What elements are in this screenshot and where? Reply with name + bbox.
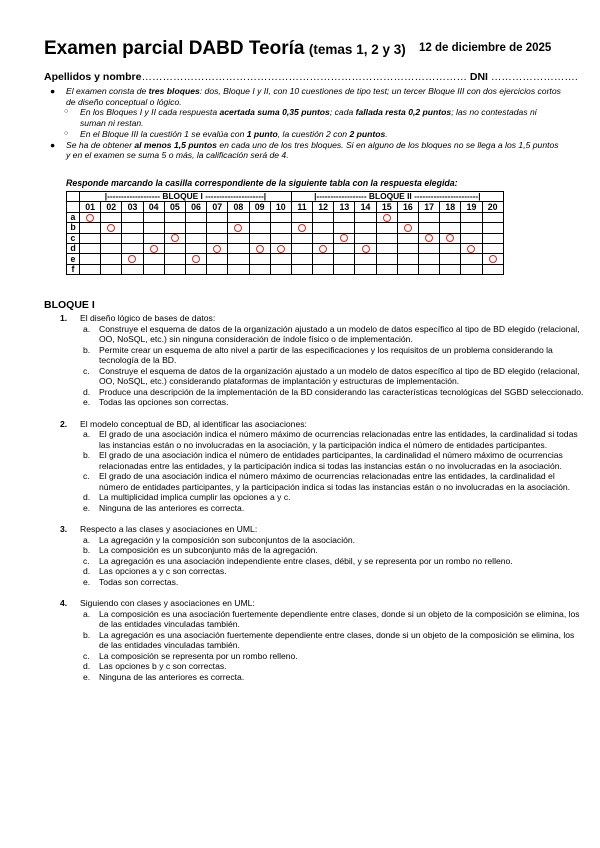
- answer-cell[interactable]: [101, 243, 122, 253]
- answer-cell[interactable]: [376, 212, 397, 222]
- option-text: La composición se representa por un rombo relleno.: [99, 650, 298, 661]
- answer-cell[interactable]: [376, 264, 397, 274]
- column-header: 05: [164, 202, 185, 212]
- answer-cell[interactable]: [101, 233, 122, 243]
- answer-mark-icon: [489, 255, 497, 263]
- answer-row: [67, 264, 504, 274]
- option-text: La agregación es una asociación fuertemente dependiente entre clases, donde si un objeto de la composición se elimina, los de las entidades vinculadas también.: [99, 629, 575, 650]
- answer-cell[interactable]: [80, 254, 101, 264]
- option-letter: e.: [83, 576, 91, 587]
- option-letter: b.: [83, 344, 91, 355]
- dni-field[interactable]: …………………….: [490, 71, 578, 83]
- answer-cell[interactable]: [397, 233, 418, 243]
- answer-cell[interactable]: [270, 264, 291, 274]
- answer-cell[interactable]: [207, 264, 228, 274]
- answer-cell[interactable]: [228, 212, 249, 222]
- column-header: 09: [249, 202, 270, 212]
- answer-cell[interactable]: [461, 254, 482, 264]
- answer-cell[interactable]: [419, 223, 440, 233]
- question-text: El modelo conceptual de BD, al identificar las asociaciones:: [80, 418, 307, 429]
- answer-cell[interactable]: [440, 264, 461, 274]
- answer-cell[interactable]: [164, 264, 185, 274]
- row-label: c: [67, 233, 80, 243]
- question: [44, 524, 584, 587]
- answer-cell[interactable]: [355, 233, 376, 243]
- answer-cell[interactable]: [228, 254, 249, 264]
- answer-cell[interactable]: [313, 254, 334, 264]
- answer-mark-icon: [340, 234, 348, 242]
- column-header: 17: [419, 202, 440, 212]
- answer-cell[interactable]: [164, 223, 185, 233]
- answer-mark-icon: [213, 245, 221, 253]
- answer-cell[interactable]: [419, 264, 440, 274]
- answer-cell[interactable]: [313, 264, 334, 274]
- answer-cell[interactable]: [80, 212, 101, 222]
- row-label: e: [67, 254, 80, 264]
- answer-cell[interactable]: [334, 223, 355, 233]
- answer-cell[interactable]: [334, 233, 355, 243]
- answer-cell[interactable]: [101, 212, 122, 222]
- answer-cell[interactable]: [228, 223, 249, 233]
- column-header: 20: [482, 202, 503, 212]
- answer-cell[interactable]: [355, 264, 376, 274]
- column-header: 14: [355, 202, 376, 212]
- answer-mark-icon: [171, 234, 179, 242]
- answer-cell[interactable]: [228, 233, 249, 243]
- answer-option: [80, 450, 584, 471]
- answer-mark-icon: [446, 234, 454, 242]
- answer-cell[interactable]: [185, 264, 206, 274]
- option-letter: d.: [83, 566, 91, 576]
- answer-cell[interactable]: [164, 254, 185, 264]
- answer-option: [80, 366, 584, 387]
- option-text: La composición es una asociación fuertemente dependiente entre clases, donde si un objeto de la composición se elimina, los de las entidades vinculadas también.: [99, 608, 580, 629]
- answer-cell[interactable]: [482, 264, 503, 274]
- answer-cell[interactable]: [482, 212, 503, 222]
- answer-mark-icon: [128, 255, 136, 263]
- option-letter: b.: [83, 629, 91, 640]
- answer-cell[interactable]: [122, 233, 143, 243]
- answer-option: [80, 492, 584, 503]
- answer-cell[interactable]: [334, 243, 355, 253]
- answer-cell[interactable]: [249, 223, 270, 233]
- answer-cell[interactable]: [461, 243, 482, 253]
- option-letter: d.: [83, 492, 91, 502]
- answer-cell[interactable]: [376, 254, 397, 264]
- column-header: 16: [397, 202, 418, 212]
- bullet-icon: ●: [50, 86, 56, 96]
- answer-cell[interactable]: [419, 233, 440, 243]
- answer-option: [80, 556, 584, 567]
- column-header: 07: [207, 202, 228, 212]
- answer-mark-icon: [86, 214, 94, 222]
- option-text: La agregación y la composición son subconjuntos de la asociación.: [99, 534, 356, 545]
- question: [44, 313, 584, 408]
- circle-bullet-icon: ○: [64, 129, 69, 137]
- answer-cell[interactable]: [270, 233, 291, 243]
- option-letter: c.: [83, 471, 90, 481]
- bloque-title: BLOQUE I: [44, 299, 95, 311]
- question-number: 1.: [60, 313, 68, 323]
- answer-cell[interactable]: [185, 233, 206, 243]
- answer-row: [67, 233, 504, 243]
- answer-mark-icon: [425, 234, 433, 242]
- rule-item: ○ En los Bloques I y II cada respuesta acertada suma 0,35 puntos; cada fallada resta 0,2 puntos; las no contestadas ni suman ni restan.: [64, 107, 537, 129]
- answer-cell[interactable]: [291, 254, 312, 264]
- answer-cell[interactable]: [419, 254, 440, 264]
- answer-cell[interactable]: [101, 264, 122, 274]
- answer-mark-icon: [150, 245, 158, 253]
- column-header: 03: [122, 202, 143, 212]
- answer-cell[interactable]: [355, 243, 376, 253]
- answer-cell[interactable]: [207, 223, 228, 233]
- option-letter: a.: [83, 429, 91, 439]
- option-letter: c.: [83, 365, 90, 376]
- answer-cell[interactable]: [440, 243, 461, 253]
- answer-cell[interactable]: [397, 264, 418, 274]
- answer-cell[interactable]: [419, 243, 440, 253]
- bloque-1-label: |------------------- BLOQUE I ---------------------|: [80, 192, 292, 202]
- answer-cell[interactable]: [249, 233, 270, 243]
- answer-cell[interactable]: [143, 233, 164, 243]
- answer-cell[interactable]: [482, 243, 503, 253]
- answer-cell[interactable]: [313, 223, 334, 233]
- answer-option: [80, 324, 584, 345]
- option-text: La agregación es una asociación independiente entre clases, débil, y se representa por un rombo no relleno.: [99, 555, 513, 566]
- answer-option: [80, 535, 584, 546]
- answer-cell[interactable]: [291, 243, 312, 253]
- column-header: 15: [376, 202, 397, 212]
- answer-cell[interactable]: [397, 212, 418, 222]
- answer-option: [80, 387, 584, 398]
- answer-cell[interactable]: [207, 243, 228, 253]
- option-text: La multiplicidad implica cumplir las opciones a y c.: [99, 492, 291, 502]
- answer-cell[interactable]: [122, 254, 143, 264]
- option-text: Construye el esquema de datos de la organización ajustado a un modelo de datos específico al tipo de BD elegido (relacional, OO, NoSQL, etc.) sin ninguna consideración de índole físico o de implementación.: [99, 323, 580, 344]
- row-label: b: [67, 223, 80, 233]
- answer-cell[interactable]: [207, 233, 228, 243]
- answer-cell[interactable]: [334, 264, 355, 274]
- column-header: 19: [461, 202, 482, 212]
- answer-cell[interactable]: [80, 264, 101, 274]
- question-number: 4.: [60, 598, 68, 608]
- question-text: Siguiendo con clases y asociaciones en UML:: [80, 598, 255, 608]
- answer-option: [80, 503, 584, 514]
- answer-cell[interactable]: [185, 212, 206, 222]
- option-text: Las opciones a y c son correctas.: [99, 566, 227, 576]
- answer-option: [80, 345, 584, 366]
- option-text: El grado de una asociación indica el número máximo de ocurrencias relacionadas entre las entidades, la cardinalidad si todas las instancias están o no involucradas en la asociación, y la participación indica el número de entidades participantes.: [99, 429, 578, 450]
- answer-cell[interactable]: [122, 264, 143, 274]
- answer-cell[interactable]: [207, 212, 228, 222]
- exam-date: 12 de diciembre de 2025: [419, 42, 552, 54]
- option-letter: c.: [83, 650, 90, 661]
- answer-mark-icon: [277, 245, 285, 253]
- answer-cell[interactable]: [270, 254, 291, 264]
- answer-cell[interactable]: [122, 243, 143, 253]
- column-header: 08: [228, 202, 249, 212]
- answer-cell[interactable]: [164, 212, 185, 222]
- question-text: El diseño lógico de bases de datos:: [80, 313, 216, 323]
- answer-mark-icon: [298, 224, 306, 232]
- answer-option: [80, 661, 584, 672]
- answer-mark-icon: [404, 224, 412, 232]
- answer-table-header: [67, 202, 504, 212]
- bloque-2-label: |------------------ BLOQUE II -----------------------|: [291, 192, 503, 202]
- answer-cell[interactable]: [440, 254, 461, 264]
- answer-cell[interactable]: [419, 212, 440, 222]
- answer-cell[interactable]: [397, 243, 418, 253]
- answer-cell[interactable]: [101, 223, 122, 233]
- answer-option: [80, 651, 584, 662]
- answer-mark-icon: [192, 255, 200, 263]
- rule-item: ● Se ha de obtener al menos 1,5 puntos en cada uno de los tres bloques. Si en alguno de los bloques no se llega a los 1,5 puntos y en el examen se suma 5 o más, la calificación será de 4.: [50, 139, 559, 161]
- answer-cell[interactable]: [291, 233, 312, 243]
- question-number: 3.: [60, 524, 68, 534]
- column-header: 10: [270, 202, 291, 212]
- exam-subtitle: (temas 1, 2 y 3): [308, 42, 406, 57]
- answer-option: [80, 545, 584, 556]
- answer-option: [80, 672, 584, 683]
- answer-mark-icon: [256, 245, 264, 253]
- column-header: 04: [143, 202, 164, 212]
- option-text: El grado de una asociación indica el número de entidades participantes, la cardinalidad el número máximo de ocurrencias relacionadas entre las entidades, y la participación indica si todas las instancias están o no involucradas en la asociación.: [99, 450, 563, 471]
- answer-cell[interactable]: [355, 223, 376, 233]
- answer-cell[interactable]: [291, 223, 312, 233]
- answer-cell[interactable]: [270, 223, 291, 233]
- answer-cell[interactable]: [461, 264, 482, 274]
- answer-cell[interactable]: [185, 223, 206, 233]
- answer-cell[interactable]: [249, 254, 270, 264]
- column-header: 06: [185, 202, 206, 212]
- column-header: 13: [334, 202, 355, 212]
- question-text: Respecto a las clases y asociaciones en UML:: [80, 524, 258, 534]
- option-letter: d.: [83, 386, 91, 397]
- answer-cell[interactable]: [313, 233, 334, 243]
- answer-cell[interactable]: [291, 264, 312, 274]
- option-text: Ninguna de las anteriores es correcta.: [99, 671, 245, 682]
- answer-cell[interactable]: [207, 254, 228, 264]
- answer-option: [80, 577, 584, 588]
- answer-cell[interactable]: [185, 243, 206, 253]
- answer-mark-icon: [467, 245, 475, 253]
- answer-cell[interactable]: [461, 223, 482, 233]
- answer-cell[interactable]: [397, 223, 418, 233]
- answer-cell[interactable]: [164, 233, 185, 243]
- circle-bullet-icon: ○: [64, 108, 69, 116]
- name-label: Apellidos y nombre: [44, 71, 142, 83]
- column-header: 11: [291, 202, 312, 212]
- option-text: Todas las opciones son correctas.: [99, 397, 229, 407]
- answer-cell[interactable]: [440, 223, 461, 233]
- option-letter: b.: [83, 545, 91, 555]
- option-letter: e.: [83, 671, 91, 682]
- answer-cell[interactable]: [355, 254, 376, 264]
- row-label: d: [67, 243, 80, 253]
- answer-cell[interactable]: [376, 233, 397, 243]
- option-letter: a.: [83, 323, 91, 334]
- rule-item: ○ En el Bloque III la cuestión 1 se evalúa con 1 punto, la cuestión 2 con 2 puntos.: [64, 128, 388, 139]
- answer-cell[interactable]: [228, 243, 249, 253]
- answer-mark-icon: [362, 245, 370, 253]
- row-label: a: [67, 212, 80, 222]
- answer-cell[interactable]: [482, 223, 503, 233]
- answer-option: [80, 609, 584, 630]
- answer-cell[interactable]: [80, 223, 101, 233]
- row-label: f: [67, 264, 80, 274]
- answer-cell[interactable]: [461, 233, 482, 243]
- answer-cell[interactable]: [143, 254, 164, 264]
- question-list: [44, 313, 584, 693]
- answer-cell[interactable]: [185, 254, 206, 264]
- question: [44, 598, 584, 682]
- column-header: 02: [101, 202, 122, 212]
- answer-mark-icon: [383, 214, 391, 222]
- answer-cell[interactable]: [440, 212, 461, 222]
- answer-cell[interactable]: [313, 243, 334, 253]
- answer-cell[interactable]: [249, 212, 270, 222]
- answer-row: [67, 254, 504, 264]
- answer-mark-icon: [234, 224, 242, 232]
- exam-rules: [44, 86, 564, 161]
- option-letter: e.: [83, 502, 91, 513]
- answer-mark-icon: [107, 224, 115, 232]
- option-text: Las opciones b y c son correctas.: [99, 661, 227, 671]
- answer-cell[interactable]: [482, 233, 503, 243]
- answer-cell[interactable]: [143, 223, 164, 233]
- option-letter: d.: [83, 661, 91, 671]
- answer-cell[interactable]: [80, 243, 101, 253]
- name-line: [44, 71, 578, 83]
- answer-cell[interactable]: [228, 264, 249, 274]
- option-letter: c.: [83, 555, 90, 566]
- answer-option: [80, 397, 584, 408]
- name-field[interactable]: …………………………………………………………………………………: [141, 71, 467, 83]
- answer-cell[interactable]: [101, 254, 122, 264]
- answer-row: [67, 212, 504, 222]
- answer-option: [80, 566, 584, 577]
- option-text: Ninguna de las anteriores es correcta.: [99, 502, 245, 513]
- question: [44, 419, 584, 514]
- column-header: 18: [440, 202, 461, 212]
- option-text: Construye el esquema de datos de la organización ajustado a un modelo de datos específico al tipo de BD elegido (relacional, OO, NoSQL, etc.) considerando plataformas de implantación y estructuras de implementación.: [99, 365, 580, 386]
- answer-cell[interactable]: [291, 212, 312, 222]
- answer-option: [80, 630, 584, 651]
- option-text: El grado de una asociación indica el número máximo de ocurrencias relacionadas entre las entidades, la cardinalidad el número de entidades participantes, y la participación indica si todas las instancias están o no involucradas en la asociación.: [99, 471, 571, 492]
- option-text: Todas son correctas.: [99, 576, 179, 587]
- option-letter: b.: [83, 450, 91, 460]
- answer-cell[interactable]: [249, 243, 270, 253]
- answer-cell[interactable]: [270, 243, 291, 253]
- option-text: La composición es un subconjunto más de la agregación.: [99, 545, 318, 555]
- column-header: 01: [80, 202, 101, 212]
- answer-mark-icon: [319, 245, 327, 253]
- option-text: Produce una descripción de la implementación de la BD considerando las características tecnológicas del SGBD seleccionado.: [99, 386, 584, 397]
- answer-cell[interactable]: [334, 212, 355, 222]
- answer-cell[interactable]: [440, 233, 461, 243]
- question-number: 2.: [60, 418, 68, 429]
- rule-item: ● El examen consta de tres bloques: dos, Bloque I y II, con 10 cuestiones de tipo test; un tercer Bloque III con dos ejercicios cortos de diseño conceptual o lógico.: [50, 86, 561, 107]
- answer-cell[interactable]: [397, 254, 418, 264]
- answer-option: [80, 429, 584, 450]
- answer-cell[interactable]: [461, 212, 482, 222]
- answer-cell[interactable]: [80, 233, 101, 243]
- answer-cell[interactable]: [122, 223, 143, 233]
- answer-cell[interactable]: [376, 223, 397, 233]
- option-letter: a.: [83, 608, 91, 619]
- answer-cell[interactable]: [143, 264, 164, 274]
- answer-cell[interactable]: [355, 212, 376, 222]
- option-letter: a.: [83, 534, 91, 545]
- answer-cell[interactable]: [122, 212, 143, 222]
- option-text: Permite crear un esquema de alto nivel a partir de las especificaciones y los requisitos de un problema considerando la tecnología de la BD.: [99, 344, 553, 365]
- answer-cell[interactable]: [164, 243, 185, 253]
- answer-row: [67, 243, 504, 253]
- answer-cell[interactable]: [376, 243, 397, 253]
- answer-cell[interactable]: [270, 212, 291, 222]
- exam-title: Examen parcial DABD Teoría: [44, 38, 305, 59]
- answer-cell[interactable]: [143, 243, 164, 253]
- exam-header: [44, 38, 564, 60]
- answer-cell[interactable]: [249, 264, 270, 274]
- answer-cell[interactable]: [313, 212, 334, 222]
- answer-table: [66, 191, 504, 275]
- answer-option: [80, 471, 584, 492]
- answer-cell[interactable]: [334, 254, 355, 264]
- answer-cell[interactable]: [482, 254, 503, 264]
- column-header: 12: [313, 202, 334, 212]
- dni-label: DNI: [469, 71, 488, 83]
- answer-cell[interactable]: [143, 212, 164, 222]
- option-letter: e.: [83, 397, 91, 407]
- answer-table-caption: Responde marcando la casilla correspondiente de la siguiente tabla con la respuesta elegida:: [66, 178, 458, 188]
- bullet-icon: ●: [50, 139, 56, 150]
- answer-row: [67, 223, 504, 233]
